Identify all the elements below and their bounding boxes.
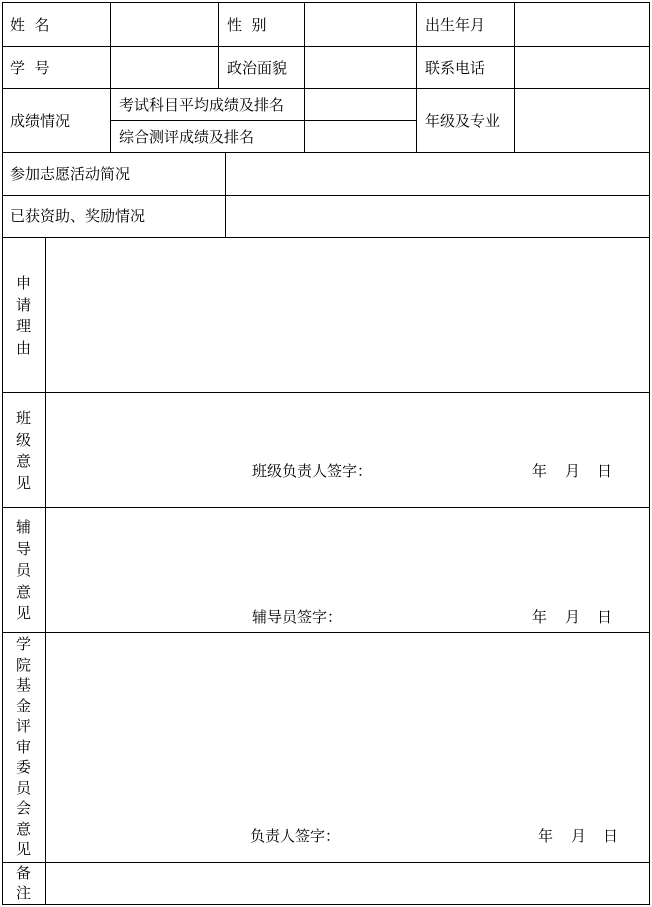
class-signature-label: 班级负责人签字：: [252, 462, 373, 480]
student-id-label: 学 号: [10, 59, 50, 77]
volunteer-field[interactable]: [226, 153, 649, 195]
day-label: 日: [597, 462, 613, 480]
class-opinion-field[interactable]: [46, 393, 649, 507]
month-label: 月: [565, 462, 581, 480]
birth-date-label: 出生年月: [425, 16, 486, 34]
counselor-date: [532, 607, 612, 627]
exam-average-label: 考试科目平均成绩及排名: [119, 96, 285, 114]
committee-signature-label: 负责人签字：: [250, 827, 341, 845]
reason-label: 申请理由: [16, 274, 32, 357]
year-label: 年: [538, 827, 554, 845]
grade-major-field[interactable]: [515, 89, 649, 152]
month-label: 月: [571, 827, 587, 845]
class-opinion-label: 班级意见: [16, 409, 32, 492]
day-label: 日: [603, 827, 619, 845]
year-label: 年: [532, 608, 548, 626]
day-label: 日: [597, 608, 613, 626]
gender-field[interactable]: [305, 3, 416, 46]
comprehensive-score-label: 综合测评成绩及排名: [119, 128, 255, 146]
political-status-field[interactable]: [305, 47, 416, 88]
phone-field[interactable]: [515, 47, 649, 88]
year-label: 年: [532, 462, 548, 480]
grade-major-label: 年级及专业: [425, 112, 501, 130]
awards-label: 已获资助、奖励情况: [10, 207, 146, 225]
exam-average-field[interactable]: [305, 89, 416, 120]
counselor-opinion-label: 辅导员意见: [16, 518, 32, 622]
remarks-label: 备注: [16, 864, 32, 902]
month-label: 月: [565, 608, 581, 626]
committee-opinion-label: 学院基金评审委员会意见: [16, 635, 32, 858]
name-field[interactable]: [111, 3, 218, 46]
counselor-signature-label: 辅导员签字：: [252, 608, 343, 626]
reason-field[interactable]: [46, 238, 649, 392]
remarks-field[interactable]: [46, 863, 649, 904]
gender-label: 性 别: [227, 16, 267, 34]
birth-date-field[interactable]: [515, 3, 649, 46]
class-date: [532, 461, 612, 481]
phone-label: 联系电话: [425, 59, 486, 77]
comprehensive-score-field[interactable]: [305, 121, 416, 152]
political-status-label: 政治面貌: [227, 59, 288, 77]
grades-label: 成绩情况: [10, 112, 71, 130]
awards-field[interactable]: [226, 196, 649, 237]
student-id-field[interactable]: [111, 47, 218, 88]
committee-date: [538, 826, 618, 846]
volunteer-label: 参加志愿活动简况: [10, 165, 131, 183]
name-label: 姓 名: [10, 16, 50, 34]
